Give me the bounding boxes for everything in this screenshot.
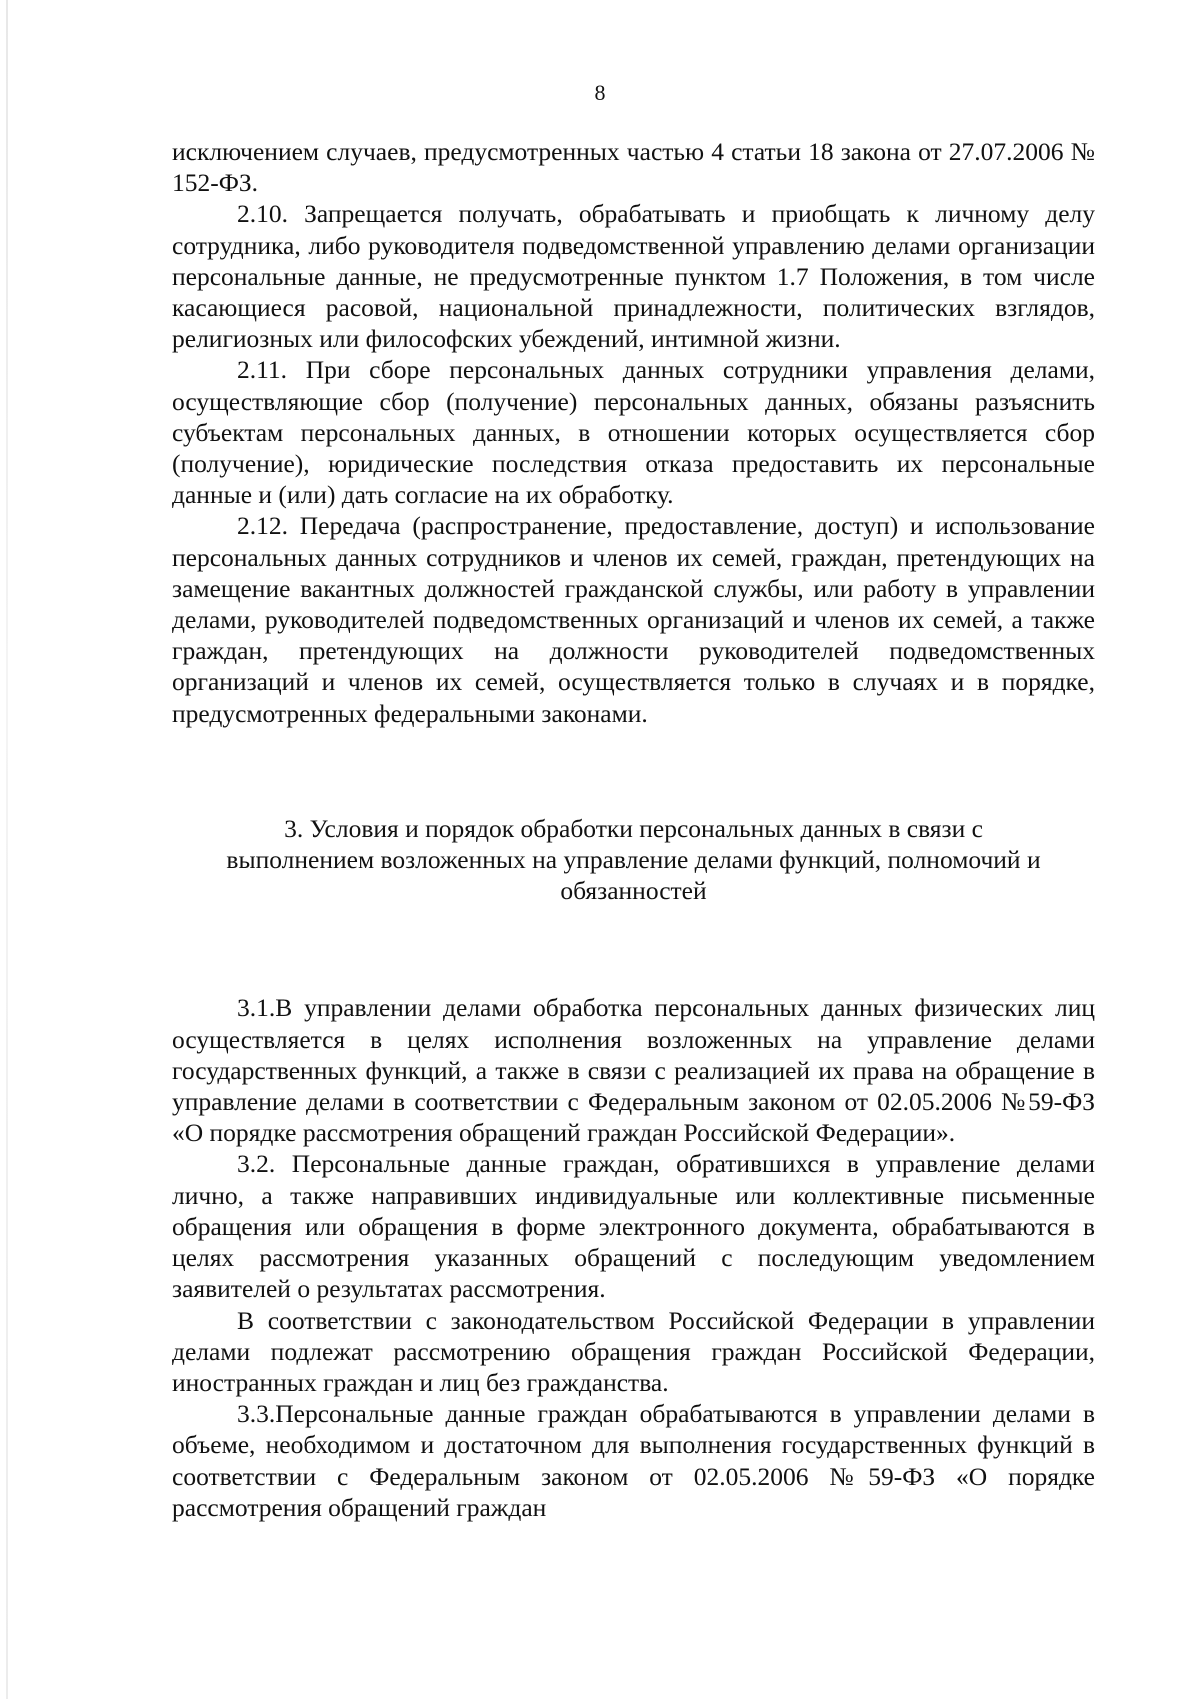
paragraph-legislation: В соответствии с законодательством Российской Федерации в управлении делами подлежат рассмотрению обращения граждан Российской Федерации, иностранных граждан и лиц без гражданства. (172, 1305, 1095, 1397)
page-number: 8 (594, 80, 606, 105)
document-body (172, 136, 1095, 1523)
section-heading-line: 3. Условия и порядок обработки персональных данных в связи с (284, 813, 983, 843)
section-heading-line: обязанностей (560, 876, 707, 906)
paragraph-2-10: 2.10. Запрещается получать, обрабатывать и приобщать к личному делу сотрудника, либо руководителя подведомственной управлению делами организации персональные данные, не предусмотренные пунктом 1.7 Положения, в том числе касающиеся расовой, национальной принадлежности, политических взглядов, религиозных или философских убеждений, интимной жизни. (172, 199, 1095, 354)
paragraph-3-2: 3.2. Персональные данные граждан, обратившихся в управление делами лично, а также направивших индивидуальные или коллективные письменные обращения или обращения в форме электронного документа, обрабатываются в целях рассмотрения указанных обращений с последующим уведомлением заявителей о результатах рассмотрения. (172, 1149, 1095, 1304)
scan-edge-shadow (6, 0, 8, 1699)
section-heading (172, 813, 1095, 907)
section-heading-line: выполнением возложенных на управление делами функций, полномочий и (226, 845, 1041, 875)
paragraph-3-1: 3.1.В управлении делами обработка персональных данных физических лиц осуществляется в целях исполнения возложенных на управление делами государственных функций, а также в связи с реализацией их права на обращение в управление делами в соответствии с Федеральным законом от 02.05.2006 №59-ФЗ «О порядке рассмотрения обращений граждан Российской Федерации». (172, 993, 1095, 1148)
paragraph-2-11: 2.11. При сборе персональных данных сотрудники управления делами, осуществляющие сбор (получение) персональных данных, обязаны разъяснить субъектам персональных данных, в отношении которых осуществляется сбор (получение), юридические последствия отказа предоставить их персональные данные и (или) дать согласие на их обработку. (172, 355, 1095, 510)
paragraph-2-12: 2.12. Передача (распространение, предоставление, доступ) и использование персональных данных сотрудников и членов их семей, граждан, претендующих на замещение вакантных должностей гражданской службы, или работу в управлении делами, руководителей подведомственных организаций и членов их семей, а также граждан, претендующих на должности руководителей подведомственных организаций и членов их семей, осуществляется только в случаях и в порядке, предусмотренных федеральными законами. (172, 511, 1095, 728)
paragraph-continuation: исключением случаев, предусмотренных частью 4 статьи 18 закона от 27.07.2006 № 152-ФЗ. (172, 137, 1095, 198)
paragraph-3-3: 3.3.Персональные данные граждан обрабатываются в управлении делами в объеме, необходимом и достаточном для выполнения государственных функций в соответствии с Федеральным законом от 02.05.2006 №59-ФЗ «О порядке рассмотрения обращений граждан (172, 1399, 1095, 1522)
